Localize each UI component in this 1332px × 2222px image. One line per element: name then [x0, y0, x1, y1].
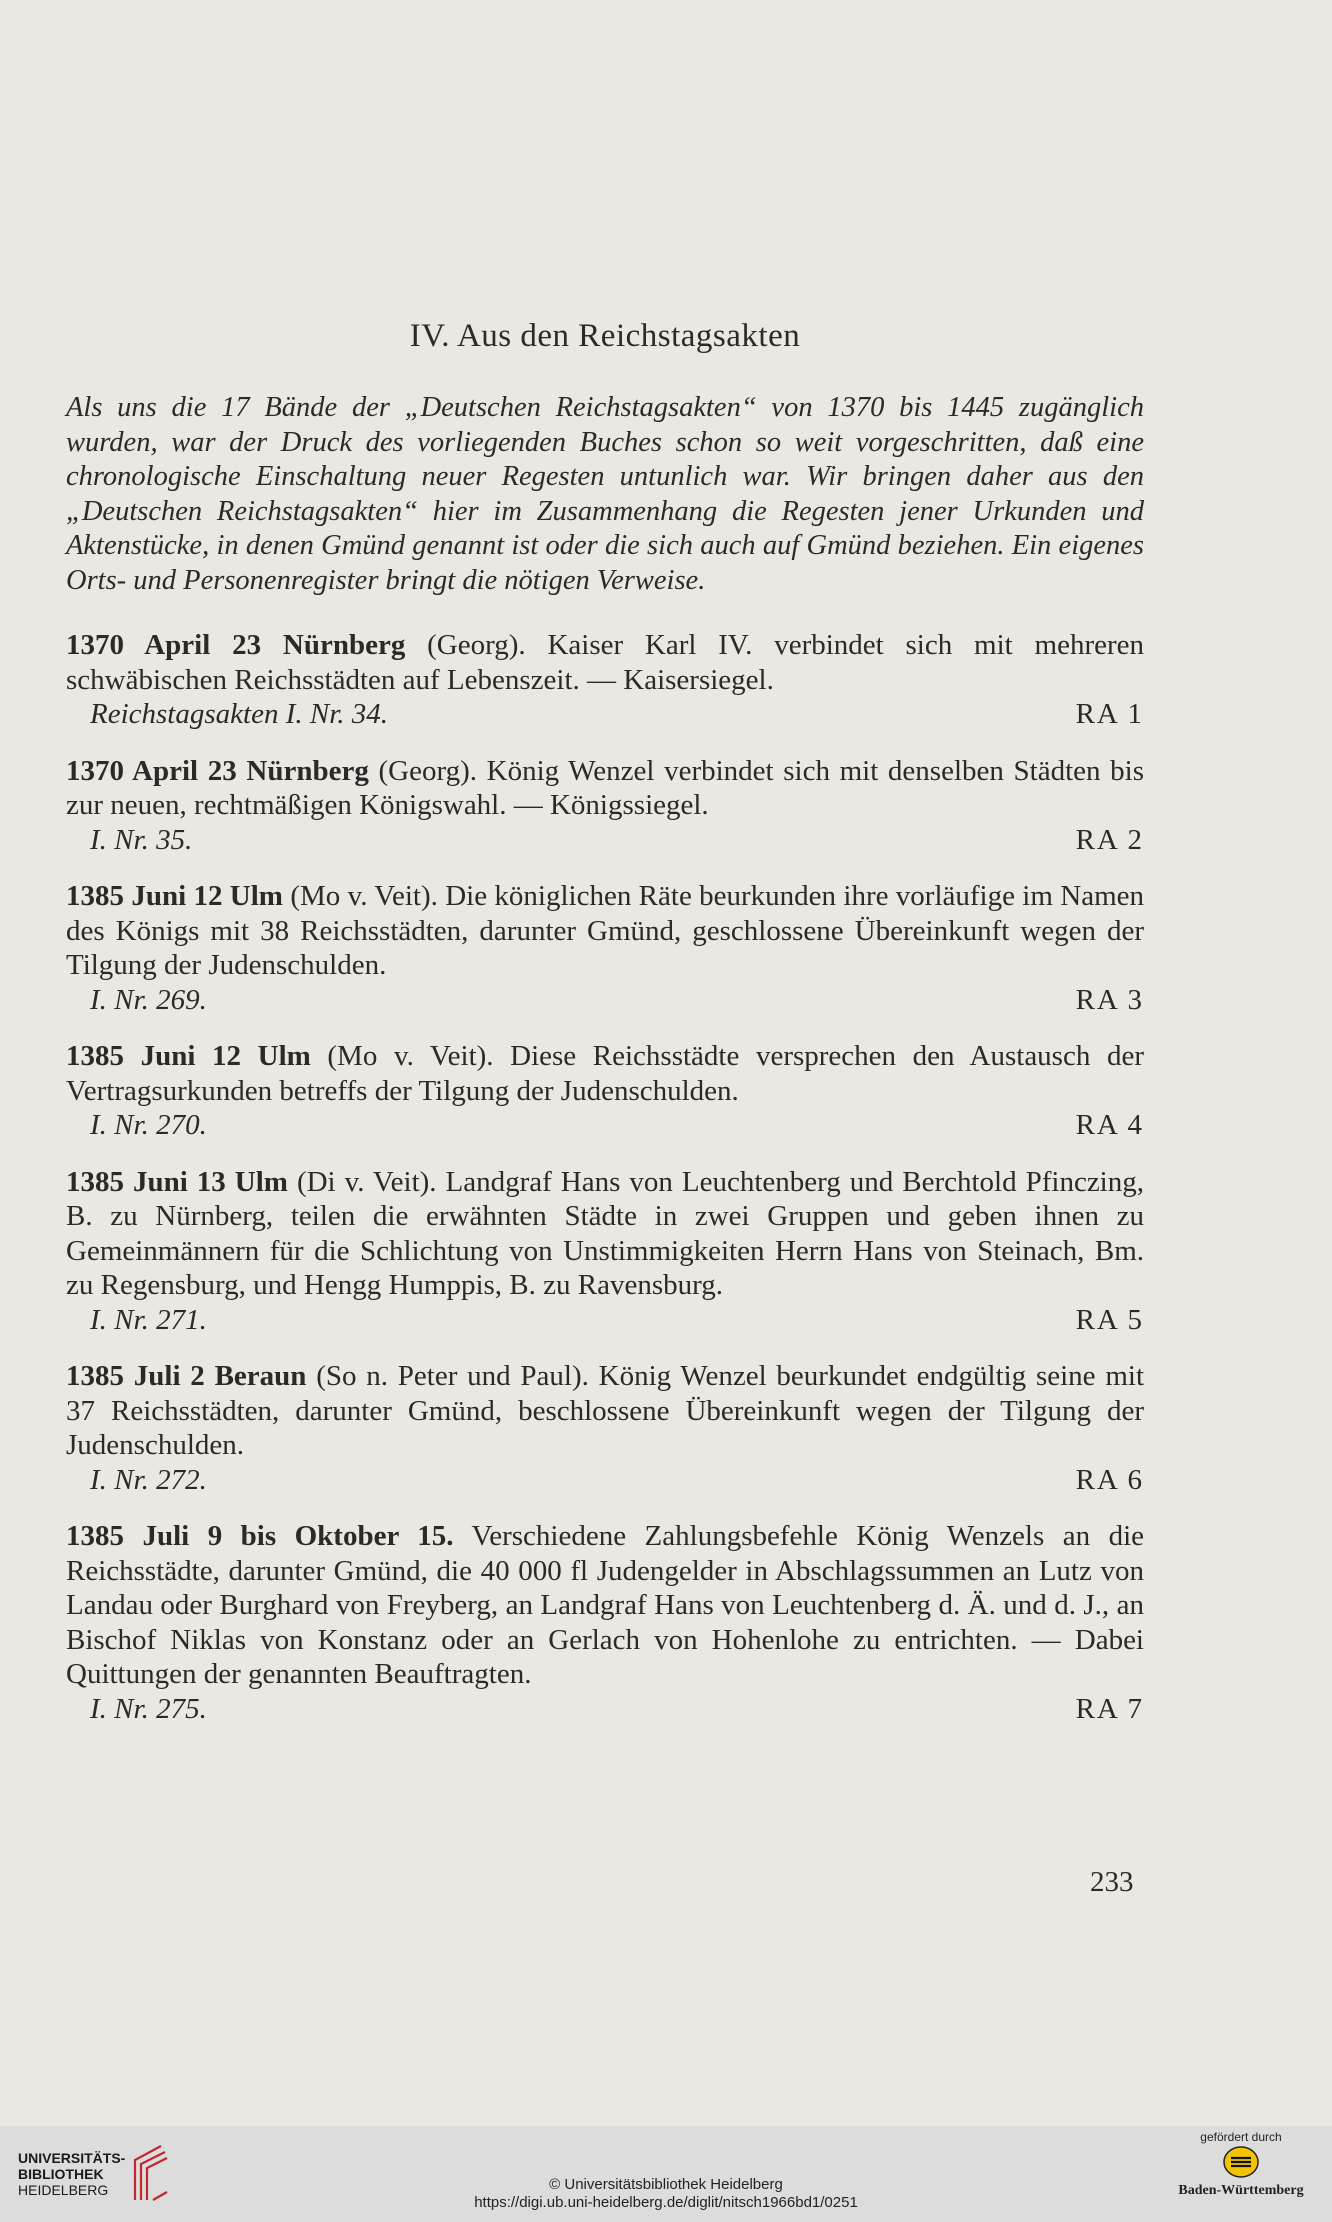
library-name-line3: HEIDELBERG: [18, 2182, 109, 2198]
regest-summary: (So n. Peter und Paul). König Wenzel beurkundet endgültig seine mit 37 Reichsstädten, darunter Gmünd, beschlossene Übereinkunft wegen der Tilgung der Judenschulden.: [66, 1360, 1144, 1461]
regest-reference-line: [66, 697, 1144, 732]
regest-entry: [66, 1519, 1144, 1726]
regest-summary: Verschiedene Zahlungsbefehle König Wenzels an die Reichsstädte, darunter Gmünd, die 40 000 fl Judengelder in Abschlagssummen an Lutz von Landau oder Burghard von Freyberg, an Landgraf Hans von Leuchtenberg d. Ä. und d. J., an Bischof Niklas von Konstanz oder an Gerlach von Hohenlohe zu entrichten. — Dabei Quittungen der genannten Beauftragten.: [66, 1520, 1145, 1690]
regest-summary: (Mo v. Veit). Die königlichen Räte beurkunden ihre vorläufige im Namen des Königs mit 38 Reichsstädten, darunter Gmünd, geschlossene Übereinkunft wegen der Tilgung der Judenschulden.: [66, 880, 1144, 981]
regest-entry: [66, 879, 1144, 1017]
regest-date-place: 1385 Juli 2 Beraun: [66, 1360, 307, 1392]
regest-number: RA 4: [1075, 1109, 1144, 1141]
regest-summary: (Georg). König Wenzel verbindet sich mit denselben Städten bis zur neuen, rechtmäßigen Königswahl. — Königssiegel.: [66, 754, 1144, 821]
copyright-text: © Universitätsbibliothek Heidelberg: [549, 2176, 783, 2193]
regest-entry: [66, 1359, 1144, 1497]
regest-number: RA 7: [1075, 1692, 1144, 1725]
regest-text: [66, 628, 1144, 697]
regest-text: [66, 1165, 1144, 1303]
intro-paragraph: Als uns die 17 Bände der „Deutschen Reichstagsakten“ von 1370 bis 1445 zugänglich wurden, war der Druck des vorliegenden Buches schon so weit vorgeschritten, daß eine chronologische Einschaltung neuer Regesten untunlich war. Wir bringen daher aus den „Deutschen Reichstagsakten“ hier im Zusammenhang die Regesten jener Urkunden und Aktenstücke, in denen Gmünd genannt ist oder die sich auch auf Gmünd beziehen. Ein eigenes Orts- und Personenregister bringt die nötigen Verweise.: [66, 392, 1144, 596]
sponsor-name: Baden-Württemberg: [1178, 2183, 1304, 2198]
regest-reference-line: [66, 1692, 1144, 1727]
regest-date-place: 1385 Juni 13 Ulm: [66, 1165, 288, 1198]
regest-source-reference: I. Nr. 275.: [90, 1692, 207, 1725]
regest-text: [66, 754, 1144, 823]
regest-entry: [66, 1165, 1144, 1338]
permalink-url[interactable]: https://digi.ub.uni-heidelberg.de/diglit/nitsch1966bd1/0251: [474, 2194, 858, 2211]
sponsor-block[interactable]: [1166, 2130, 1316, 2199]
regest-number: RA 5: [1075, 1303, 1144, 1336]
page-content: [66, 300, 1144, 1748]
regest-date-place: 1385 Juni 12 Ulm: [66, 880, 283, 912]
regest-reference-line: [66, 1303, 1144, 1338]
regest-date-place: 1385 Juli 9 bis Oktober 15.: [66, 1520, 454, 1552]
footer-bar: [0, 2126, 1332, 2222]
regest-source-reference: I. Nr. 269.: [90, 983, 207, 1016]
regest-text: [66, 1039, 1144, 1108]
regest-date-place: 1385 Juni 12 Ulm: [66, 1040, 311, 1072]
regest-reference-line: [66, 983, 1144, 1018]
regest-summary: (Georg). Kaiser Karl IV. verbindet sich mit mehreren schwäbischen Reichsstädten auf Lebenszeit. — Kaisersiegel.: [66, 629, 1144, 696]
regest-source-reference: I. Nr. 272.: [90, 1463, 207, 1496]
state-coat-of-arms-icon: [1221, 2144, 1261, 2180]
regest-text: [66, 1359, 1144, 1463]
regest-date-place: 1370 April 23 Nürnberg: [66, 754, 369, 787]
library-name-line2: BIBLIOTHEK: [18, 2166, 104, 2182]
regest-source-reference: I. Nr. 35.: [90, 823, 193, 856]
regest-number: RA 1: [1075, 698, 1144, 730]
regest-number: RA 6: [1075, 1463, 1144, 1496]
regest-number: RA 2: [1075, 823, 1144, 856]
regest-summary: (Mo v. Veit). Diese Reichsstädte versprechen den Austausch der Vertragsurkunden betreffs der Tilgung der Judenschulden.: [66, 1040, 1144, 1107]
regest-source-reference: I. Nr. 270.: [90, 1109, 207, 1141]
sponsor-label: gefördert durch: [1200, 2130, 1282, 2144]
regest-list: [66, 628, 1144, 1726]
regest-number: RA 3: [1075, 983, 1144, 1016]
regest-entry: [66, 628, 1144, 732]
regest-reference-line: [66, 1463, 1144, 1498]
regest-entry: [66, 754, 1144, 858]
regest-reference-line: [66, 1108, 1144, 1143]
library-name-line1: UNIVERSITÄTS-: [18, 2150, 126, 2166]
chapter-title: IV. Aus den Reichstagsakten: [409, 318, 801, 354]
footer-credits: [0, 2176, 1332, 2212]
regest-source-reference: I. Nr. 271.: [90, 1303, 207, 1336]
regest-entry: [66, 1039, 1144, 1143]
regest-text: [66, 879, 1144, 983]
regest-reference-line: [66, 823, 1144, 858]
regest-source-reference: Reichstagsakten I. Nr. 34.: [90, 698, 389, 730]
page-number: 233: [1090, 1866, 1134, 1898]
regest-summary: (Di v. Veit). Landgraf Hans von Leuchtenberg und Berchtold Pfinczing, B. zu Nürnberg, teilen die erwähnten Städte in zwei Gruppen und geben ihnen zu Gemeinmännern für die Schlichtung von Unstimmigkeiten Herrn Hans von Steinach, Bm. zu Regensburg, und Hengg Humppis, B. zu Ravensburg.: [66, 1165, 1144, 1301]
regest-date-place: 1370 April 23 Nürnberg: [66, 629, 406, 661]
regest-text: [66, 1519, 1144, 1692]
